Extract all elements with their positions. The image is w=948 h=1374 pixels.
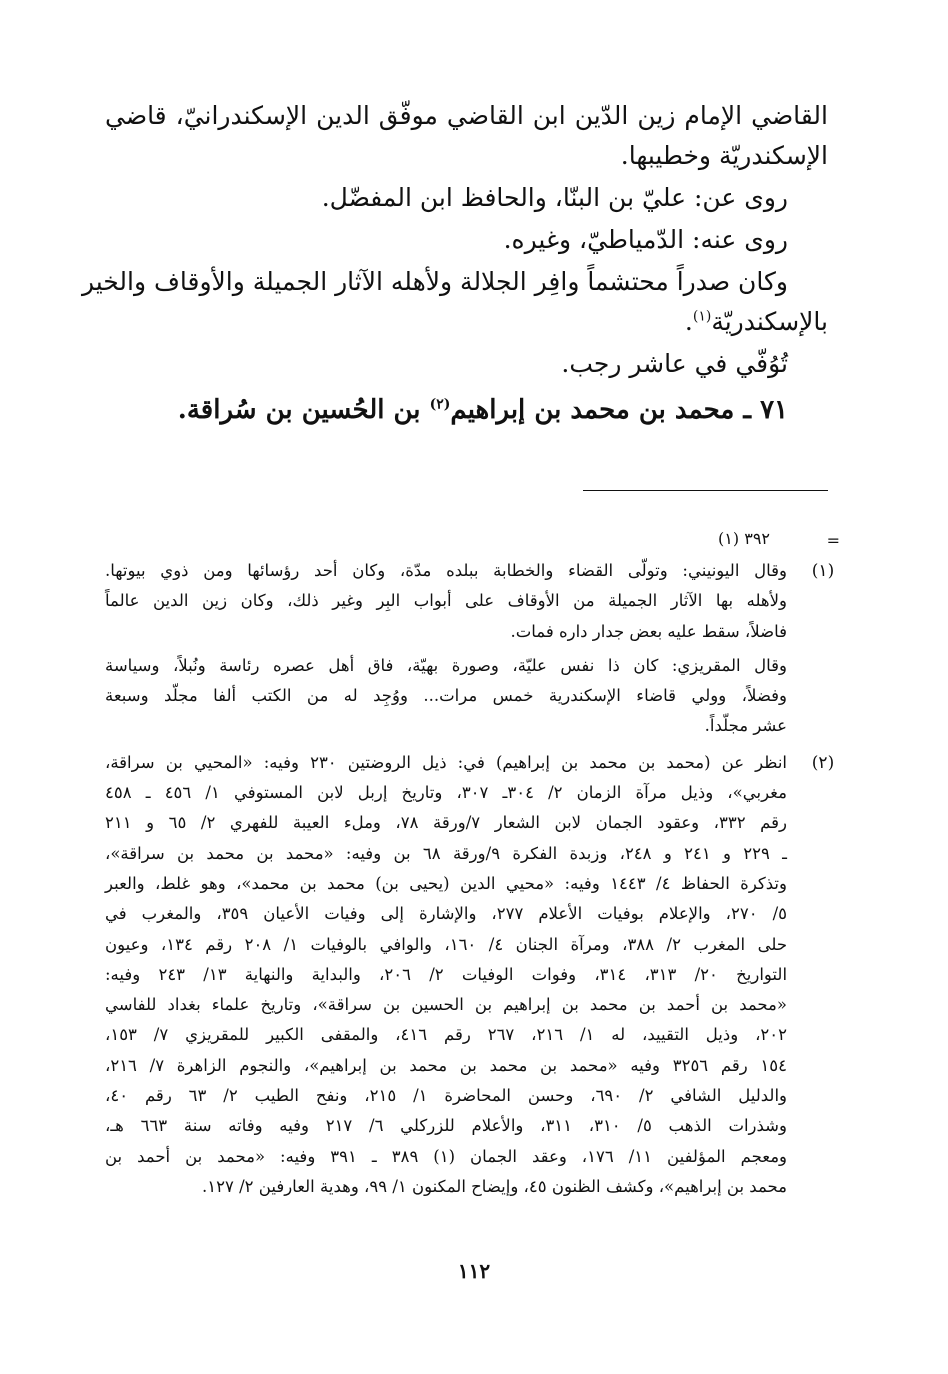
main-text [81, 96, 828, 432]
footnote-line: عشر مجلّداً. [704, 716, 787, 736]
footnote-ref: (٢) [429, 396, 451, 413]
footnote-line: وشذرات الذهب ٥/ ٣١٠، ٣١١، والأعلام للزركلي ٦/ ٢١٧ وفيه وفاته سنة ٦٦٣ هـ، [105, 1116, 787, 1136]
footnote-line: وفضلاً، وولي قاضاء الإسكندرية خمس مرات... ووُجِد له من الكتب ألفا مجلّد وسبعة [105, 686, 787, 706]
entry-number: ٧١ ـ [743, 395, 788, 425]
footnote-line: «محمد بن أحمد بن محمد بن إبراهيم بن الحسين بن سراقة»، وتاريخ علماء بغداد للفاسي [105, 995, 787, 1015]
main-line: تُوُفّي في عاشر رجب. [561, 349, 788, 378]
footnote-line: ولأهله بها الآثار الجميلة من الأوقاف على أبواب البِر وغير ذلك، وكان زين الدين عالماً [105, 591, 787, 611]
footnote-line: محمد بن إبراهيم»، وكشف الظنون ٤٥، وإيضاح المكنون ١/ ٩٩، وهدية العارفين ٢/ ١٢٧. [202, 1176, 787, 1196]
footnote-line: حلى المغرب ٢/ ٣٨٨، ومرآة الجنان ٤/ ١٦٠، والوافي بالوفيات ١/ ٢٠٨ رقم ١٣٤، وعيون [105, 934, 788, 954]
footnote-line: وقال المقريزي: كان ذا نفس عليّة، وصورة بهيّة، فاق أهل عصره رئاسة ونُبلاً، وسياسة [105, 655, 787, 675]
main-line: وكان صدراً محتشماً وافِر الجلالة ولأهله الآثار الجميلة والأوقاف والخير [81, 267, 788, 296]
footnote-separator [583, 490, 828, 491]
footnote-1 [105, 556, 843, 742]
continued-footnote: ٣٩٢ (١) [718, 529, 770, 548]
continued-marker: = [826, 531, 840, 550]
footnote-line: ومعجم المؤلفين ١١/ ١٧٦، وعقد الجمان (١) ٣٨٩ ـ ٣٩١ وفيه: «محمد بن أحمد بن [105, 1146, 788, 1166]
main-line: القاضي الإمام زين الدّين ابن القاضي موفّق الدين الإسكندرانيّ، قاضي [105, 101, 828, 130]
main-line-text: بالإسكندريّة [711, 307, 828, 336]
main-line: الإسكندريّة وخطيبها. [620, 141, 828, 170]
footnote-number: (٢) [811, 752, 835, 773]
footnote-line: رقم ٣٣٢، وعقود الجمان لابن الشعار ٧/ورقة ٧٨، وملء العيبة للفهري ٢/ ٦٥ و ٢١١ [105, 813, 787, 833]
main-line-with-ref [105, 302, 828, 342]
footnote-line: والدليل الشافي ٢/ ٦٩٠، وحسن المحاضرة ١/ ٢١٥، ونفح الطيب ٢/ ٦٣ رقم ٤٠، [105, 1086, 787, 1106]
footnote-line: ٢٠٢، وذيل التقييد، له ١/ ٢١٦، ٢٦٧ رقم ٤١٦، والمقفى الكبير للمقريزي ٧/ ١٥٣، [105, 1025, 787, 1045]
footnote-line: فاضلاً، سقط عليه بعض جدار داره فمات. [510, 621, 787, 641]
footnote-line: مغربي»، وذيل مرآة الزمان ٢/ ٣٠٤ـ ٣٠٧، وتاريخ إربل لابن المستوفي ١/ ٤٥٦ ـ ٤٥٨ [105, 783, 787, 803]
main-line: روى عنه: الدّمياطيّ، وغيره. [503, 225, 788, 254]
entry-name-cont: بن الحُسين بن سُراقة. [177, 395, 421, 425]
footnotes [105, 556, 843, 1202]
footnote-ref: (١) [692, 308, 712, 325]
footnote-line: ٥/ ٢٧٠، والإعلام بوفيات الأعلام ٢٧٧، والإشارة إلى وفيات الأعيان ٣٥٩، والمغرب في [105, 904, 788, 924]
entry-heading [105, 388, 828, 432]
entry-name: محمد بن محمد بن إبراهيم [450, 395, 735, 425]
main-line: روى عن: عليّ بن البنّا، والحافظ ابن المفضّل. [321, 183, 788, 212]
footnote-line: ١٥٤ رقم ٣٢٥٦ وفيه «محمد بن محمد بن محمد بن إبراهيم»، والنجوم الزاهرة ٧/ ٢١٦، [105, 1055, 788, 1075]
footnote-number: (١) [811, 561, 835, 581]
footnote-line: التواريخ ٢٠/ ٣١٣، ٣١٤، وفوات الوفيات ٢/ ٢٠٦، والبداية والنهاية ١٣/ ٢٤٣ وفيه: [105, 964, 788, 984]
footnote-line: وقال اليونيني: وتولّى القضاء والخطابة ببلده مدّة، وكان أحد رؤسائها ومن ذوي بيوتها. [105, 561, 787, 580]
footnote-line: وتذكرة الحفاظ ٤/ ١٤٤٣ وفيه: «محيي الدين (يحيى بن) محمد بن محمد»، وهو غلط، والعبر [105, 873, 787, 893]
line-end: . [684, 307, 693, 336]
footnote-line: انظر عن (محمد بن محمد بن إبراهيم) في: ذيل الروضتين ٢٣٠ وفيه: «المحيي بن سراقة، [105, 752, 788, 772]
footnote-2 [105, 748, 843, 1202]
footnote-line: ـ ٢٢٩ و ٢٤١ و ٢٤٨، وزبدة الفكرة ٩/ورقة ٦٨ بن وفيه: «محمد بن محمد بن سراقة»، [105, 843, 787, 863]
page-number: ١١٢ [457, 1259, 491, 1283]
